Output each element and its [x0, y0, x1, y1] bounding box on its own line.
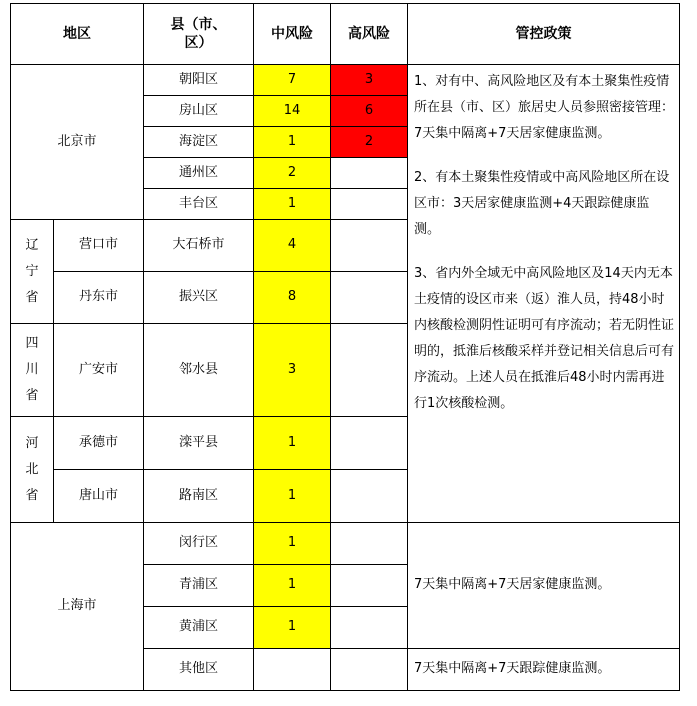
district-cell: 青浦区 [144, 565, 254, 607]
medium-risk-cell: 2 [254, 158, 331, 189]
medium-risk-cell [254, 649, 331, 691]
district-cell: 其他区 [144, 649, 254, 691]
district-cell: 邻水县 [144, 324, 254, 417]
medium-risk-cell: 1 [254, 417, 331, 470]
city-cell: 丹东市 [54, 272, 144, 324]
medium-risk-cell: 1 [254, 607, 331, 649]
region-beijing: 北京市 [11, 65, 144, 220]
high-risk-cell [331, 470, 408, 523]
high-risk-cell [331, 649, 408, 691]
medium-risk-cell: 1 [254, 523, 331, 565]
district-cell: 丰台区 [144, 189, 254, 220]
header-county: 县（市、区） [144, 4, 254, 65]
medium-risk-cell: 1 [254, 565, 331, 607]
medium-risk-cell: 1 [254, 470, 331, 523]
medium-risk-cell: 14 [254, 96, 331, 127]
header-policy: 管控政策 [408, 4, 680, 65]
medium-risk-cell: 8 [254, 272, 331, 324]
district-cell: 房山区 [144, 96, 254, 127]
header-high-risk: 高风险 [331, 4, 408, 65]
district-cell: 振兴区 [144, 272, 254, 324]
medium-risk-cell: 7 [254, 65, 331, 96]
high-risk-cell: 3 [331, 65, 408, 96]
header-region: 地区 [11, 4, 144, 65]
city-cell: 承德市 [54, 417, 144, 470]
district-cell: 路南区 [144, 470, 254, 523]
high-risk-cell [331, 189, 408, 220]
district-cell: 闵行区 [144, 523, 254, 565]
district-cell: 大石桥市 [144, 220, 254, 272]
header-row [11, 4, 680, 65]
high-risk-cell [331, 220, 408, 272]
policy-cell-general [408, 65, 680, 523]
high-risk-cell [331, 607, 408, 649]
district-cell: 滦平县 [144, 417, 254, 470]
high-risk-cell [331, 523, 408, 565]
city-cell: 唐山市 [54, 470, 144, 523]
province-name: 辽宁省 [25, 237, 39, 305]
policy-paragraph-3: 3、省内外全域无中高风险地区及14天内无本土疫情的设区市来（返）淮人员，持48小时内核酸检测阴性证明可有序流动；若无阴性证明的，抵淮后核酸采样并登记相关信息后可有序流动。上述人员在抵淮后48小时内需再进行1次核酸检测。 [414, 266, 675, 411]
policy-paragraph-1: 1、对有中、高风险地区及有本土聚集性疫情所在县（市、区）旅居史人员参照密接管理：7天集中隔离+7天居家健康监测。 [414, 74, 675, 141]
province-name: 四川省 [25, 336, 39, 403]
header-medium-risk: 中风险 [254, 4, 331, 65]
medium-risk-cell: 1 [254, 127, 331, 158]
table-row [11, 65, 680, 96]
region-liaoning [11, 220, 54, 324]
high-risk-cell [331, 324, 408, 417]
policy-cell-shanghai: 7天集中隔离+7天居家健康监测。 [408, 523, 680, 649]
region-sichuan [11, 324, 54, 417]
high-risk-cell [331, 158, 408, 189]
medium-risk-cell: 3 [254, 324, 331, 417]
high-risk-cell: 2 [331, 127, 408, 158]
district-cell: 黄浦区 [144, 607, 254, 649]
region-hebei [11, 417, 54, 523]
high-risk-cell [331, 272, 408, 324]
city-cell: 广安市 [54, 324, 144, 417]
risk-control-table [10, 3, 680, 691]
medium-risk-cell: 4 [254, 220, 331, 272]
district-cell: 海淀区 [144, 127, 254, 158]
region-shanghai: 上海市 [11, 523, 144, 691]
city-cell: 营口市 [54, 220, 144, 272]
table-row [11, 523, 680, 565]
high-risk-cell [331, 565, 408, 607]
district-cell: 朝阳区 [144, 65, 254, 96]
policy-paragraph-2: 2、有本土聚集性疫情或中高风险地区所在设区市：3天居家健康监测+4天跟踪健康监测。 [414, 170, 670, 237]
district-cell: 通州区 [144, 158, 254, 189]
province-name: 河北省 [25, 435, 39, 503]
policy-cell-shanghai-other: 7天集中隔离+7天跟踪健康监测。 [408, 649, 680, 691]
medium-risk-cell: 1 [254, 189, 331, 220]
high-risk-cell [331, 417, 408, 470]
high-risk-cell: 6 [331, 96, 408, 127]
